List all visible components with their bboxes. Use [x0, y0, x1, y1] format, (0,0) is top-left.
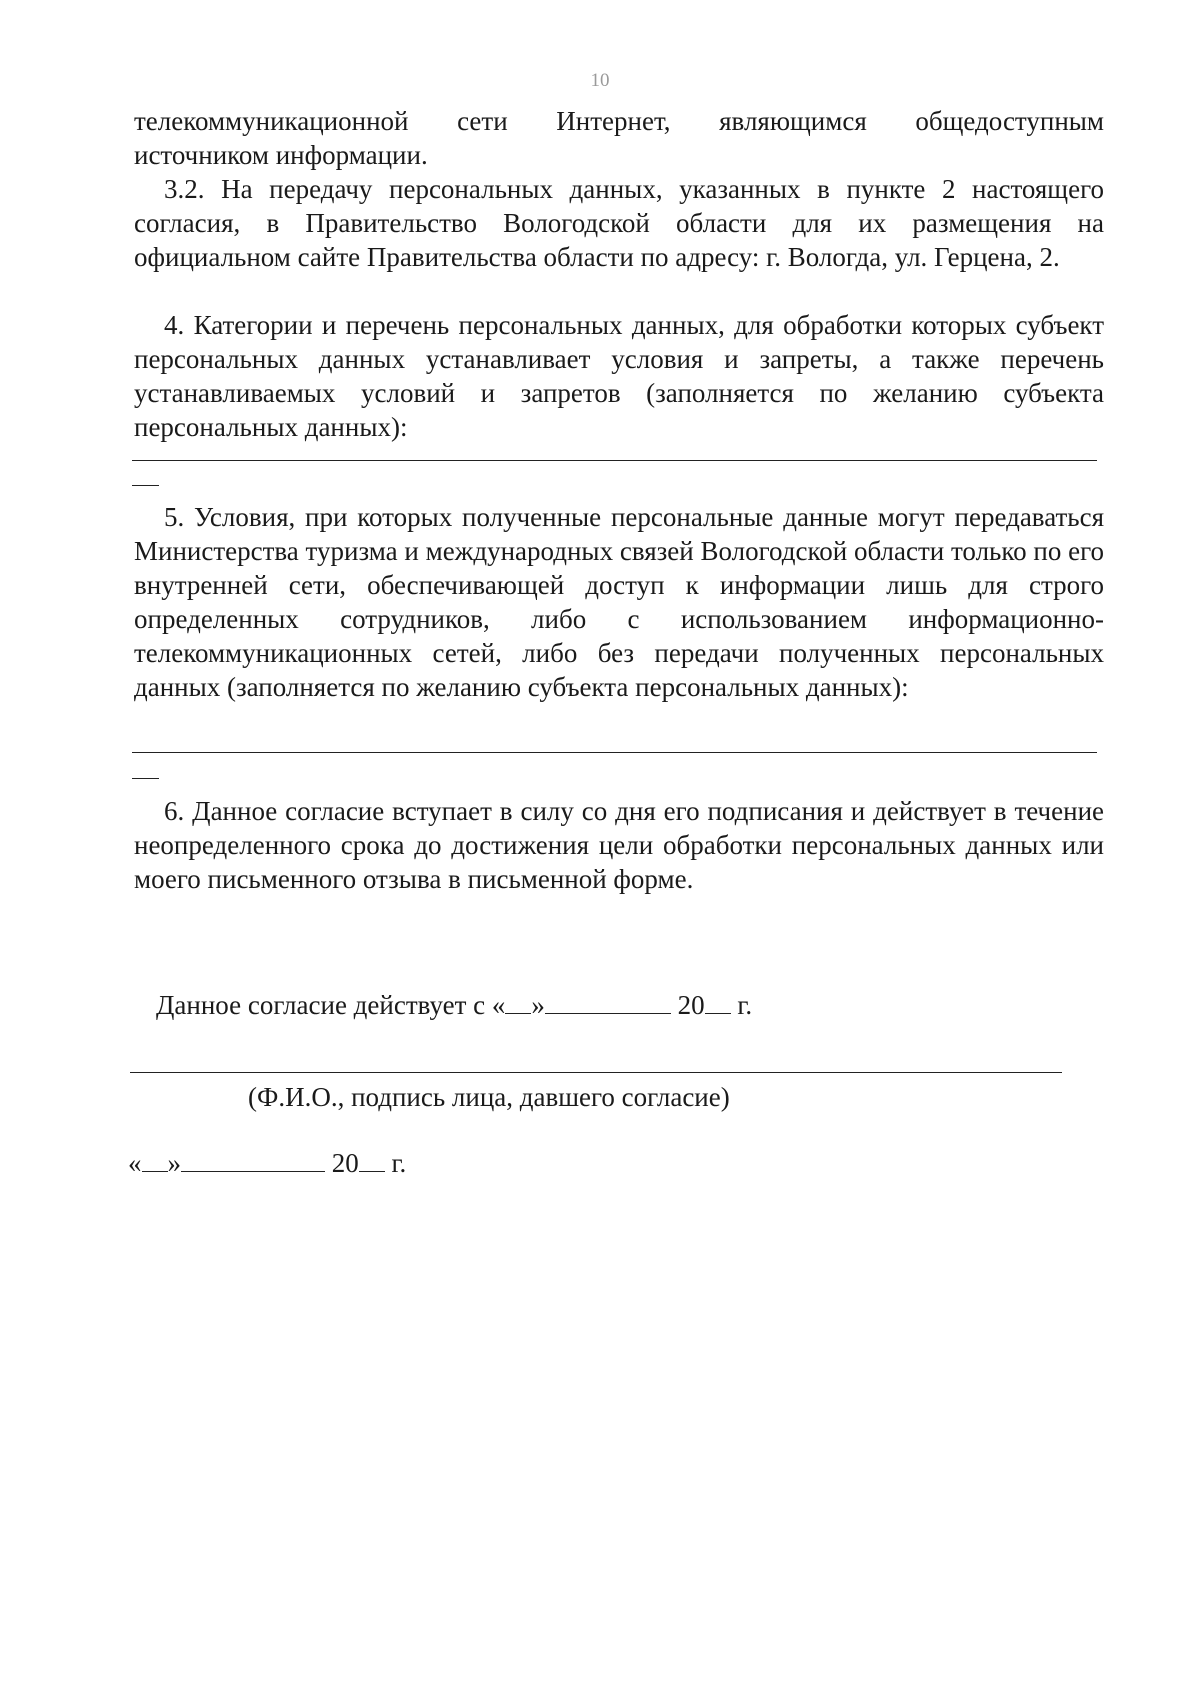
page-number: 10 — [590, 70, 610, 91]
signature-date-line — [128, 1146, 406, 1180]
fill-in-line-5[interactable] — [132, 752, 1097, 753]
continuation-line-1: телекоммуникационной сети Интернет, являющимся общедоступным — [134, 106, 1104, 136]
validity-prefix: Данное согласие действует с « — [156, 990, 506, 1020]
date-year-suffix: г. — [391, 1148, 407, 1178]
validity-day-field[interactable] — [505, 989, 531, 1014]
date-open-quote: « — [128, 1148, 142, 1178]
date-year-prefix: 20 — [331, 1148, 359, 1178]
signature-line[interactable] — [130, 1072, 1062, 1073]
signature-caption: (Ф.И.О., подпись лица, давшего согласие) — [248, 1082, 730, 1112]
validity-year-prefix: 20 — [677, 990, 705, 1020]
validity-close-quote: » — [531, 990, 545, 1020]
validity-date-line — [156, 988, 752, 1022]
paragraph-5: 5. Условия, при которых полученные персональные данные могут передаваться Министерства туризма и международных связей Вологодской области только по его внутренней сети, обеспечивающей доступ к информации лишь для строго определенных сотрудников, либо с использованием информационно-телекоммуникационных сетей, либо без передачи полученных персональных данных (заполняется по желанию субъекта персональных данных): — [134, 502, 1104, 702]
paragraph-4: 4. Категории и перечень персональных данных, для обработки которых субъект персональных данных устанавливает условия и запреты, а также перечень устанавливаемых условий и запретов (заполняется по желанию субъекта персональных данных): — [134, 310, 1104, 442]
fill-in-line-5-continuation — [132, 778, 159, 779]
date-year-field[interactable] — [359, 1147, 385, 1172]
date-close-quote: » — [167, 1148, 181, 1178]
paragraph-continuation — [134, 104, 1104, 172]
date-month-field[interactable] — [181, 1147, 325, 1172]
paragraph-3-2: 3.2. На передачу персональных данных, указанных в пункте 2 настоящего согласия, в Правительство Вологодской области для их размещения на официальном сайте Правительства области по адресу: г. Вологда, ул. Герцена, 2. — [134, 174, 1104, 272]
validity-year-field[interactable] — [705, 989, 731, 1014]
validity-month-field[interactable] — [545, 989, 671, 1014]
validity-year-suffix: г. — [737, 990, 753, 1020]
fill-in-line-4-continuation — [132, 485, 159, 486]
paragraph-6: 6. Данное согласие вступает в силу со дня его подписания и действует в течение неопределенного срока до достижения цели обработки персональных данных или моего письменного отзыва в письменной форме. — [134, 796, 1104, 894]
continuation-line-2: источником информации. — [134, 140, 428, 170]
fill-in-line-4[interactable] — [132, 460, 1097, 461]
date-day-field[interactable] — [142, 1147, 168, 1172]
